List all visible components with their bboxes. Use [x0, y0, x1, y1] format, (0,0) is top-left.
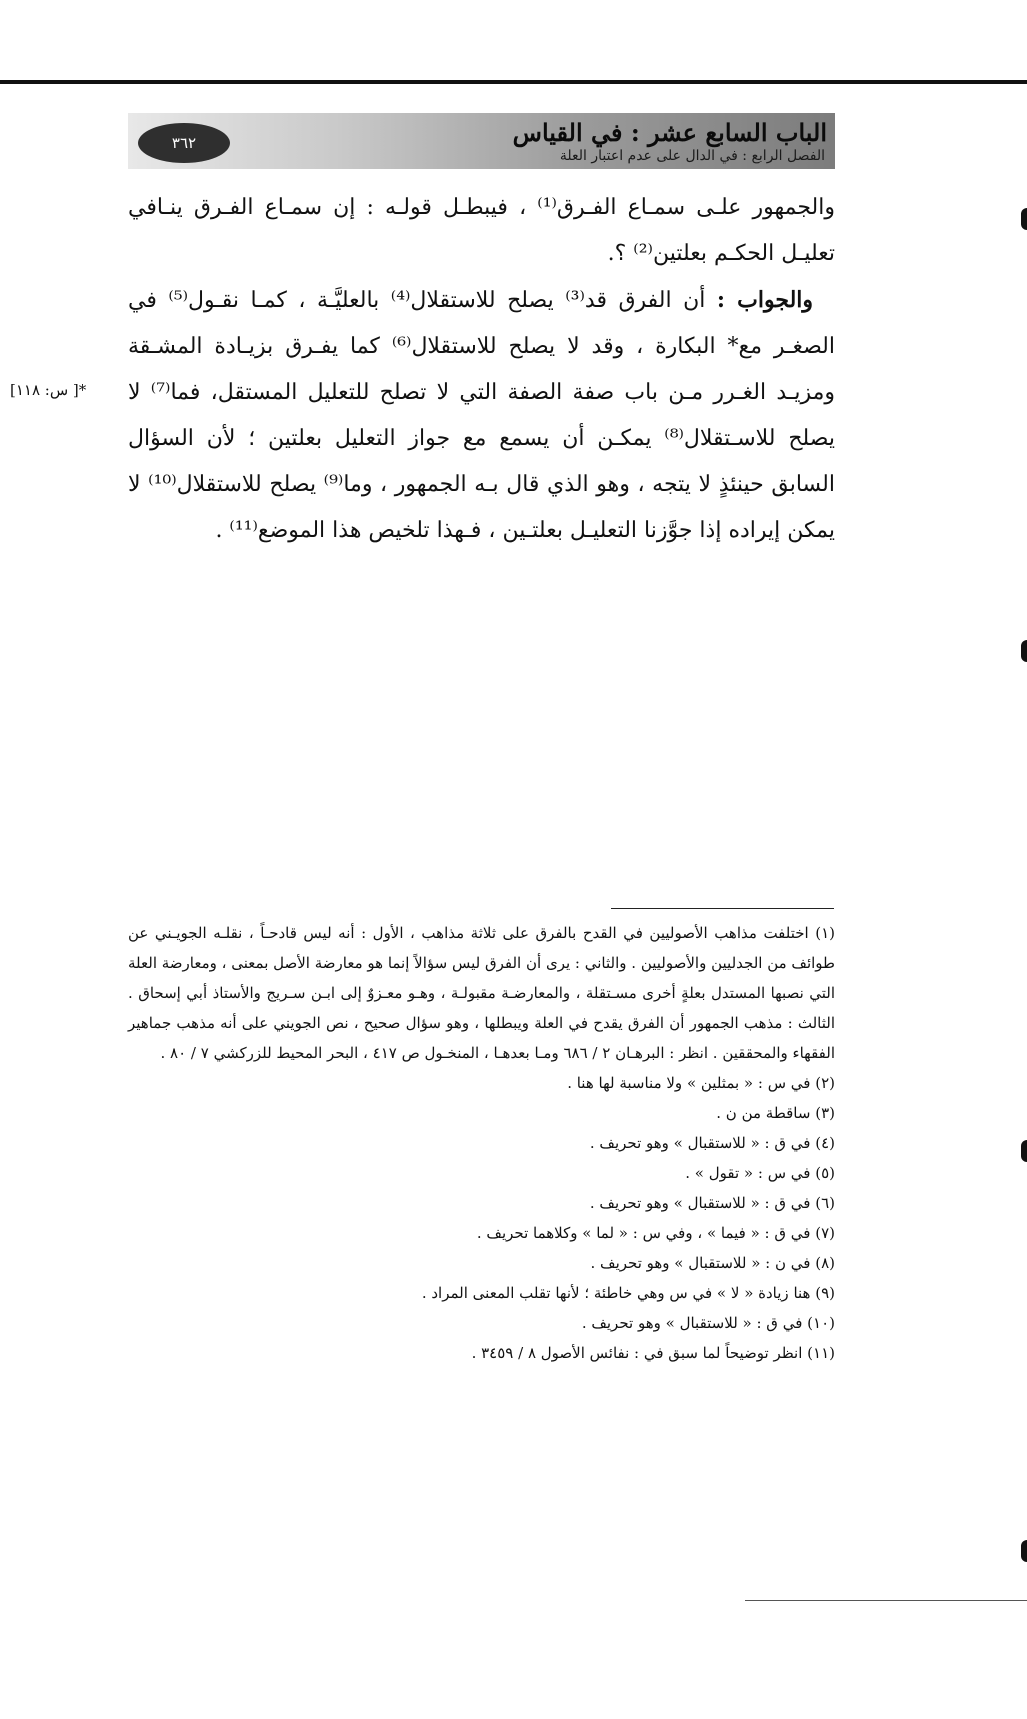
- footnote-6: (٦) في ق : « للاستقبال » وهو تحريف .: [589, 1194, 835, 1212]
- answer-text: أن الفرق قد⁽³⁾ يصلح للاستقلال⁽⁴⁾ بالعليَّـة ، كمـا نقـول⁽⁵⁾ في الصغـر مع* البكارة ، وقد لا يصلح للاستقلال⁽⁶⁾ كما يفـرق بزيـادة المشـقة ومزيـد الغـرر مـن باب صفة الصفة التي لا تصلح للتعليل المستقل، فما⁽⁷⁾ لا يصلح للاسـتقلال⁽⁸⁾ يمكـن أن يسمع مع جواز التعليل بعلتين ؛ لأن السؤال السابق حينئذٍ لا يتجه ، وهو الذي قال بـه الجمهور ، وما⁽⁹⁾ يصلح للاستقلال⁽¹⁰⁾ لا يمكن إيراده إذا جوَّزنا التعليـل بعلتـين ، فـهذا تلخيص هذا الموضع⁽¹¹⁾ .: [128, 288, 836, 543]
- chapter-title: الباب السابع عشر : في القياس: [512, 118, 827, 147]
- paragraph-1: والجمهور علـى سمـاع الفـرق⁽¹⁾ ، فيبطـل قولـه : إن سمـاع الفـرق ينـافي تعليـل الحكـم بعلتين⁽²⁾ ؟.: [128, 195, 835, 266]
- page-number: ٣٦٢: [138, 123, 230, 163]
- footnote-5: (٥) في س : « تقول » .: [685, 1164, 835, 1182]
- footnote-7: (٧) في ق : « فيما » ، وفي س : « لما » وكلاهما تحريف .: [476, 1224, 835, 1242]
- main-text: [128, 185, 835, 554]
- scan-edge-mark: [1021, 208, 1027, 230]
- footnote-1: (١) اختلفت مذاهب الأصوليين في القدح بالفرق على ثلاثة مذاهب ، الأول : أنه ليس قادحـاً ، نقلـه الجويـني عن طوائف من الجدليين والأصوليين . والثاني : يرى أن الفرق ليس سؤالاً إنما هو معارضة الأصل بمعنى ، ومعارضة العلة التي نصبها المستدل بعلةٍ أخرى مسـتقلة ، والمعارضـة مقبولـة ، وهـو معـزوٌ إلى ابـن سـريج والأستاذ أبي إسحاق . الثالث : مذهب الجمهور أن الفرق يقدح في العلة ويبطلها ، وهو سؤال صحيح ، نص الجويني على أنه مذهب جماهير الفقهاء والمحققين . انظر : البرهـان ٢ / ٦٨٦ ومـا بعدهـا ، المنخـول ص ٤١٧ ، البحر المحيط للزركشي ٧ / ٨٠ .: [128, 924, 835, 1062]
- footnote-11: (١١) انظر توضيحاً لما سبق في : نفائس الأصول ٨ / ٣٤٥٩ .: [471, 1344, 835, 1362]
- margin-reference: *[ س: ١١٨]: [10, 381, 87, 399]
- scan-edge-mark: [1021, 1540, 1027, 1562]
- top-rule: [0, 80, 1027, 84]
- answer-label: والجواب :: [716, 287, 814, 313]
- footnote-10: (١٠) في ق : « للاستقبال » وهو تحريف .: [581, 1314, 835, 1332]
- bottom-rule: [745, 1600, 1027, 1601]
- paragraph-2: [128, 277, 835, 554]
- footnote-8: (٨) في ن : « للاستقبال » وهو تحريف .: [590, 1254, 835, 1272]
- section-title: الفصل الرابع : في الدال على عدم اعتبار العلة: [559, 148, 825, 164]
- footnote-4: (٤) في ق : « للاستقبال » وهو تحريف .: [589, 1134, 835, 1152]
- scan-edge-mark: [1021, 640, 1027, 662]
- footnote-2: (٢) في س : « بمثلين » ولا مناسبة لها هنا .: [567, 1074, 835, 1092]
- footnote-3: (٣) ساقطة من ن .: [716, 1104, 835, 1122]
- footnote-separator: [611, 908, 834, 909]
- footnote-9: (٩) هنا زيادة « لا » في س وهي خاطئة ؛ لأنها تقلب المعنى المراد .: [421, 1284, 835, 1302]
- scan-edge-mark: [1021, 1140, 1027, 1162]
- footnotes: [128, 918, 835, 1368]
